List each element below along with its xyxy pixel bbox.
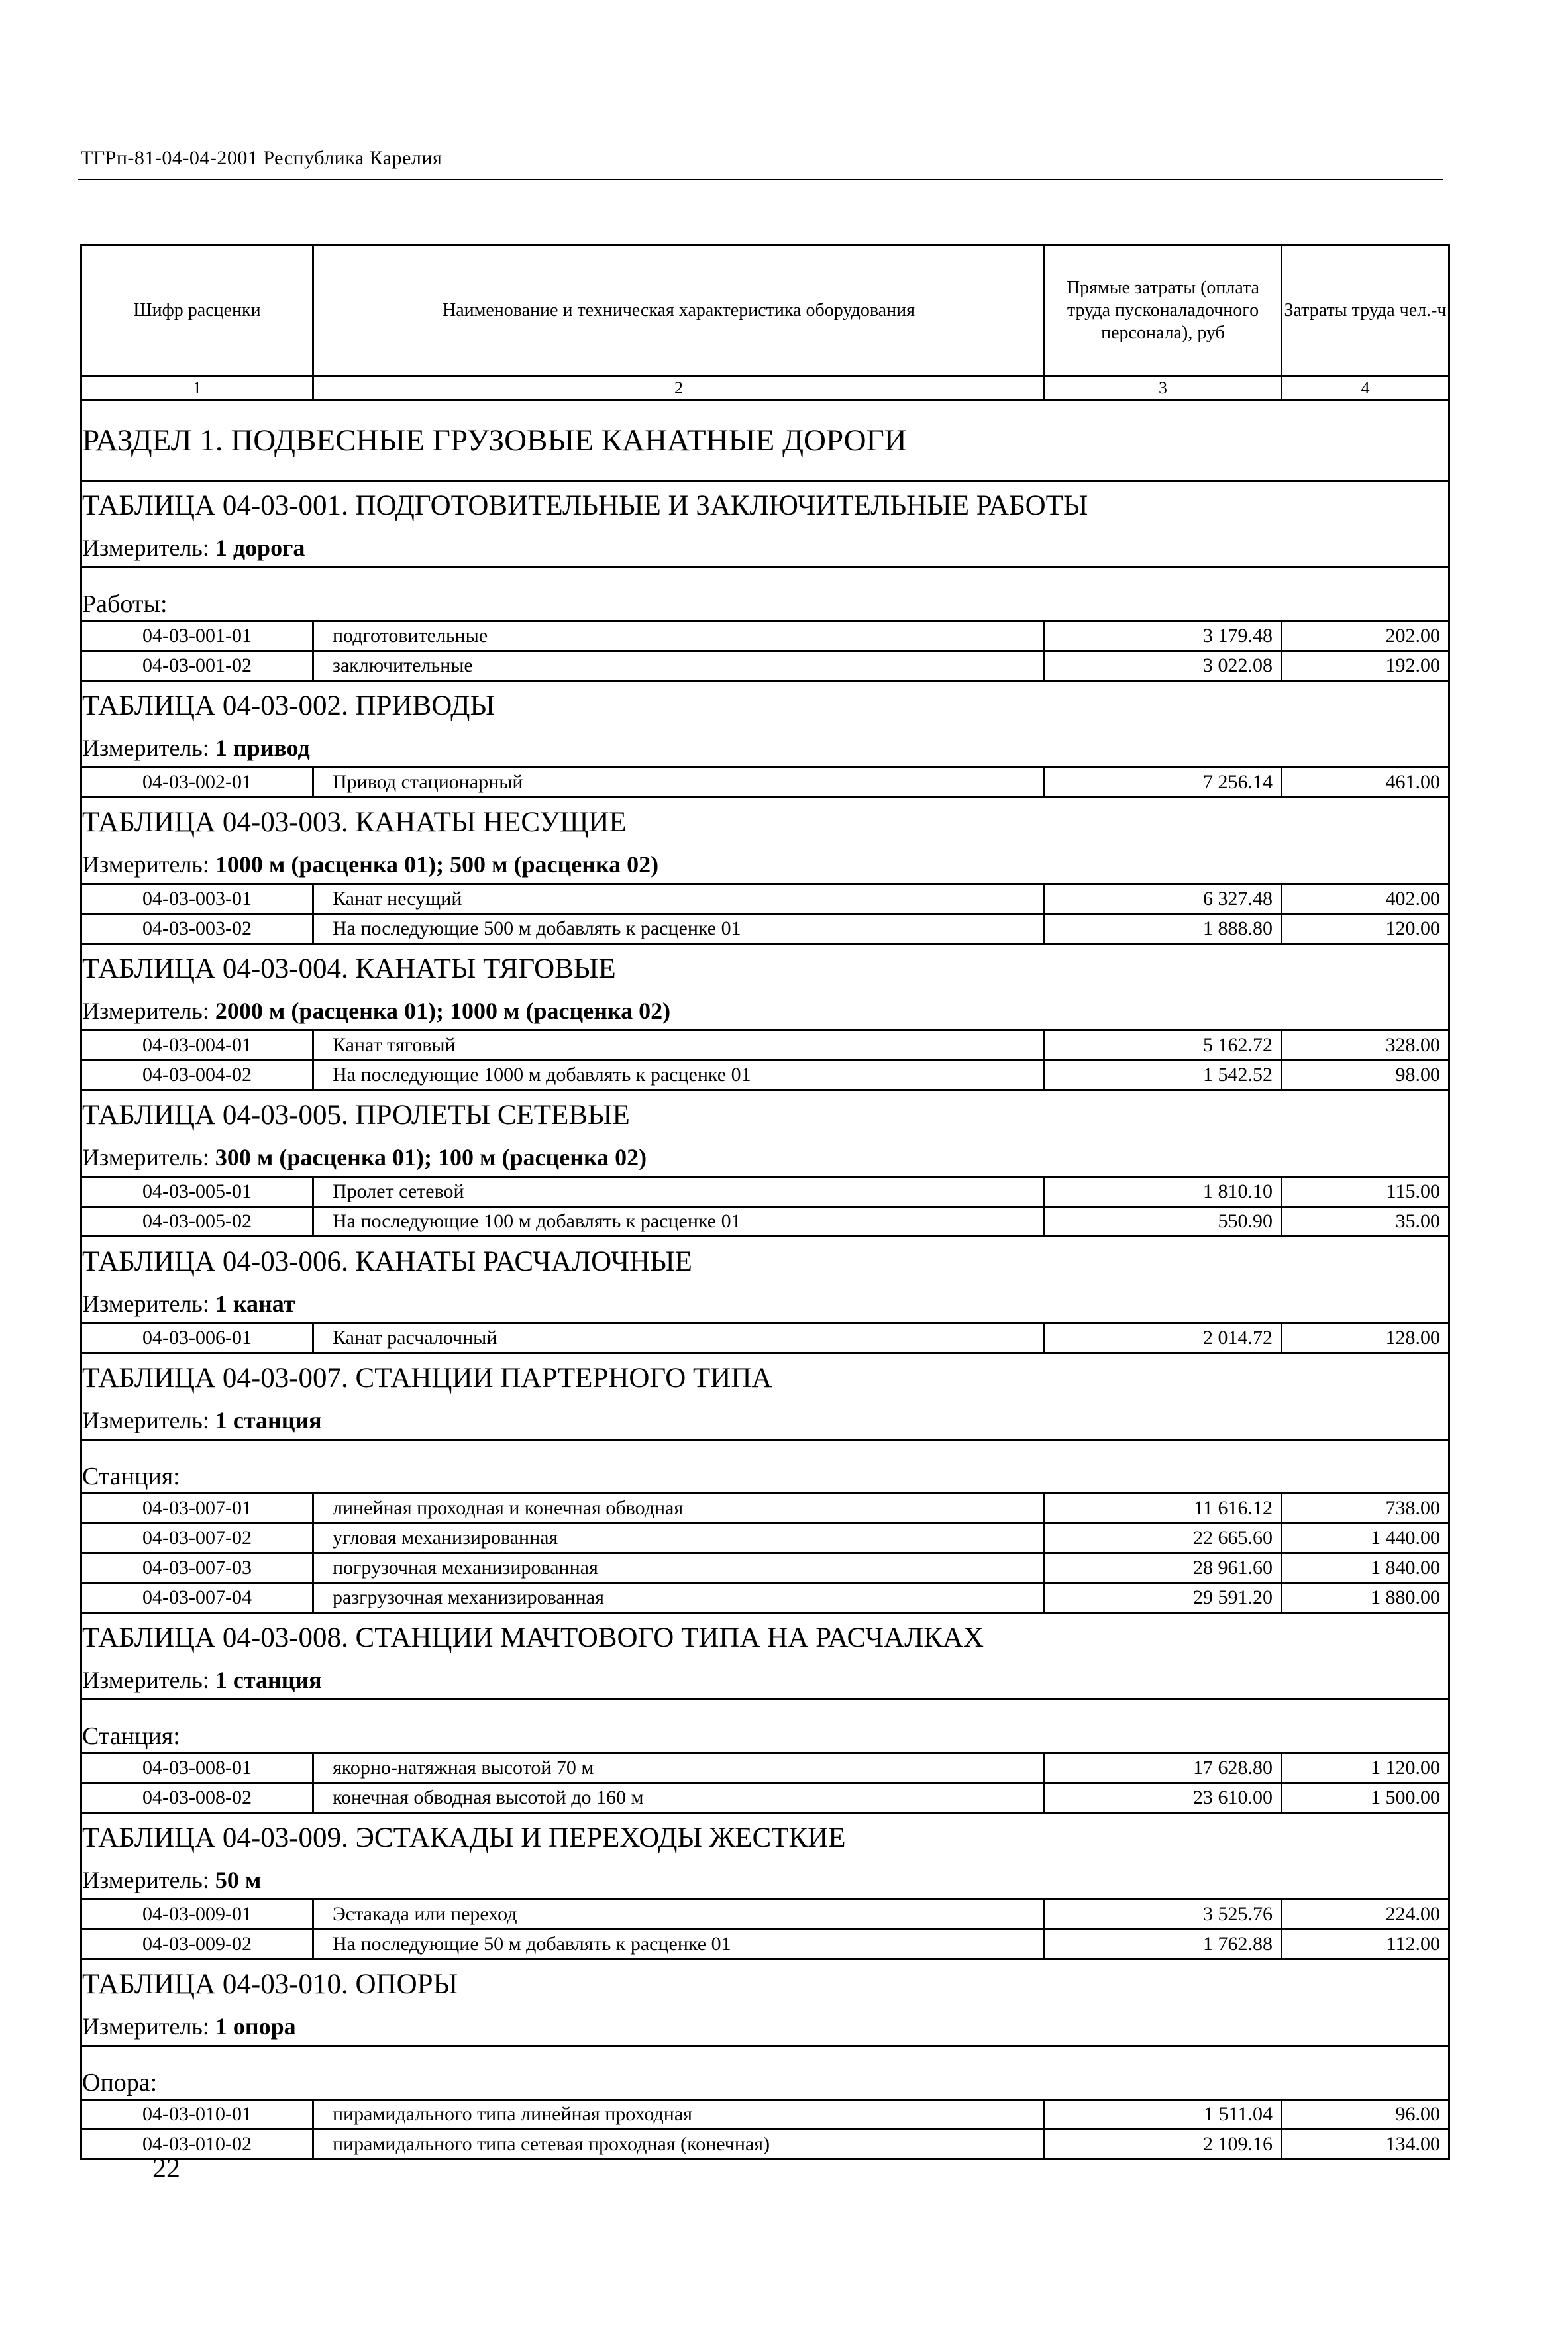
direct-cost: 6 327.48 [1045,884,1282,914]
labor-hours: 1 120.00 [1282,1753,1449,1783]
direct-cost: 1 542.52 [1045,1061,1282,1090]
table-row [81,1583,1449,1613]
spacer-row [81,1440,1449,1461]
spacer-row [81,2046,1449,2067]
labor-hours: 134.00 [1282,2130,1449,2159]
labor-hours: 35.00 [1282,1207,1449,1237]
spacer [81,2046,1449,2067]
table-title-row [81,1237,1449,1286]
direct-cost: 22 665.60 [1045,1524,1282,1553]
running-head: ТГРп-81-04-04-2001 Республика Карелия [81,147,443,169]
measure-value: 1000 м (расценка 01); 500 м (расценка 02) [215,851,659,878]
measure-value: 1 опора [215,2013,296,2040]
direct-cost: 28 961.60 [1045,1553,1282,1583]
labor-hours: 461.00 [1282,768,1449,798]
labor-hours: 96.00 [1282,2100,1449,2130]
col-header-name: Наименование и техническая характеристика оборудования [313,245,1045,376]
table-body [81,401,1449,2159]
measure-row [81,1661,1449,1700]
table-row [81,621,1449,651]
measure-label: Измеритель: [82,1144,209,1170]
item-name: На последующие 1000 м добавлять к расценке 01 [313,1061,1045,1090]
measure-label: Измеритель: [82,535,209,561]
labor-hours: 402.00 [1282,884,1449,914]
item-name: Канат расчалочный [313,1324,1045,1353]
item-name: Привод стационарный [313,768,1045,798]
col-header-code: Шифр расценки [81,245,313,376]
spacer [81,1700,1449,1721]
measure-label: Измеритель: [82,998,209,1024]
item-name: На последующие 500 м добавлять к расценке 01 [313,914,1045,944]
labor-hours: 224.00 [1282,1900,1449,1930]
table-row [81,2100,1449,2130]
col-number: 1 [81,376,313,401]
spacer [81,568,1449,589]
rate-code: 04-03-008-01 [81,1753,313,1783]
rate-code: 04-03-001-02 [81,651,313,681]
section-title: РАЗДЕЛ 1. ПОДВЕСНЫЕ ГРУЗОВЫЕ КАНАТНЫЕ ДОРОГИ [81,401,1449,481]
direct-cost: 2 014.72 [1045,1324,1282,1353]
col-header-labor: Затраты труда чел.-ч [1282,245,1449,376]
spacer [81,1440,1449,1461]
rates-table [80,244,1450,2160]
measure-unit [81,992,1449,1031]
measure-row [81,992,1449,1031]
measure-unit [81,1285,1449,1324]
table-title: ТАБЛИЦА 04-03-006. КАНАТЫ РАСЧАЛОЧНЫЕ [81,1237,1449,1286]
measure-value: 1 станция [215,1667,322,1693]
measure-value: 50 м [215,1867,262,1893]
direct-cost: 1 762.88 [1045,1930,1282,1959]
col-number: 3 [1045,376,1282,401]
table-row [81,884,1449,914]
rate-code: 04-03-010-01 [81,2100,313,2130]
rate-code: 04-03-007-04 [81,1583,313,1613]
rate-code: 04-03-009-01 [81,1900,313,1930]
direct-cost: 29 591.20 [1045,1583,1282,1613]
direct-cost: 11 616.12 [1045,1494,1282,1524]
subheading-row [81,588,1449,621]
table-row [81,1753,1449,1783]
direct-cost: 550.90 [1045,1207,1282,1237]
labor-hours: 328.00 [1282,1031,1449,1061]
measure-label: Измеритель: [82,1290,209,1317]
table-title: ТАБЛИЦА 04-03-010. ОПОРЫ [81,1959,1449,2008]
direct-cost: 3 022.08 [1045,651,1282,681]
item-name: Канат несущий [313,884,1045,914]
direct-cost: 1 511.04 [1045,2100,1282,2130]
measure-row [81,1861,1449,1900]
labor-hours: 1 440.00 [1282,1524,1449,1553]
measure-unit [81,1861,1449,1900]
measure-label: Измеритель: [82,2013,209,2040]
measure-unit [81,1402,1449,1440]
col-number: 4 [1282,376,1449,401]
table-row [81,1324,1449,1353]
measure-row [81,1139,1449,1177]
table-title-row [81,1959,1449,2008]
rate-code: 04-03-007-03 [81,1553,313,1583]
direct-cost: 1 888.80 [1045,914,1282,944]
table-title-row [81,944,1449,993]
measure-value: 1 станция [215,1407,322,1433]
item-name: Пролет сетевой [313,1177,1045,1207]
direct-cost: 17 628.80 [1045,1753,1282,1783]
measure-value: 1 дорога [215,535,305,561]
measure-row [81,2008,1449,2046]
subheading-row [81,2067,1449,2100]
measure-label: Измеритель: [82,1667,209,1693]
item-name: якорно-натяжная высотой 70 м [313,1753,1045,1783]
col-number: 2 [313,376,1045,401]
measure-label: Измеритель: [82,851,209,878]
column-number-row [81,376,1449,401]
table-row [81,1031,1449,1061]
rate-code: 04-03-009-02 [81,1930,313,1959]
item-name: разгрузочная механизированная [313,1583,1045,1613]
page-number: 22 [152,2154,180,2184]
direct-cost: 2 109.16 [1045,2130,1282,2159]
table-title: ТАБЛИЦА 04-03-003. КАНАТЫ НЕСУЩИЕ [81,798,1449,847]
subheading: Станция: [81,1720,1449,1753]
item-name: Эстакада или переход [313,1900,1045,1930]
item-name: Канат тяговый [313,1031,1045,1061]
rate-code: 04-03-006-01 [81,1324,313,1353]
item-name: На последующие 100 м добавлять к расценке 01 [313,1207,1045,1237]
table-title-row [81,1353,1449,1402]
measure-row [81,846,1449,884]
measure-unit [81,1661,1449,1700]
table-row [81,1494,1449,1524]
table-title-row [81,481,1449,530]
measure-value: 2000 м (расценка 01); 1000 м (расценка 02) [215,998,671,1024]
item-name: пирамидального типа линейная проходная [313,2100,1045,2130]
rate-code: 04-03-004-02 [81,1061,313,1090]
measure-value: 300 м (расценка 01); 100 м (расценка 02) [215,1144,647,1170]
measure-value: 1 канат [215,1290,295,1317]
table-row [81,1930,1449,1959]
col-header-cost: Прямые затраты (оплата труда пусконаладочного персонала), руб [1045,245,1282,376]
measure-unit [81,529,1449,568]
measure-unit [81,2008,1449,2046]
measure-row [81,729,1449,768]
table-title-row [81,1090,1449,1139]
measure-label: Измеритель: [82,1867,209,1893]
table-row [81,651,1449,681]
table-row [81,1207,1449,1237]
direct-cost: 3 179.48 [1045,621,1282,651]
labor-hours: 1 840.00 [1282,1553,1449,1583]
rate-code: 04-03-007-02 [81,1524,313,1553]
table-title: ТАБЛИЦА 04-03-001. ПОДГОТОВИТЕЛЬНЫЕ И ЗАКЛЮЧИТЕЛЬНЫЕ РАБОТЫ [81,481,1449,530]
table-title-row [81,1613,1449,1662]
rate-code: 04-03-005-02 [81,1207,313,1237]
table-title: ТАБЛИЦА 04-03-008. СТАНЦИИ МАЧТОВОГО ТИПА НА РАСЧАЛКАХ [81,1613,1449,1662]
table-title-row [81,1813,1449,1862]
subheading: Работы: [81,588,1449,621]
item-name: конечная обводная высотой до 160 м [313,1783,1045,1813]
subheading: Станция: [81,1461,1449,1494]
column-header-row [81,245,1449,376]
rate-code: 04-03-004-01 [81,1031,313,1061]
table-row [81,1900,1449,1930]
spacer-row [81,568,1449,589]
item-name: пирамидального типа сетевая проходная (конечная) [313,2130,1045,2159]
subheading-row [81,1720,1449,1753]
measure-unit [81,846,1449,884]
table-row [81,1177,1449,1207]
direct-cost: 7 256.14 [1045,768,1282,798]
direct-cost: 3 525.76 [1045,1900,1282,1930]
table-row [81,1553,1449,1583]
labor-hours: 112.00 [1282,1930,1449,1959]
table-row [81,1524,1449,1553]
table-title: ТАБЛИЦА 04-03-007. СТАНЦИИ ПАРТЕРНОГО ТИПА [81,1353,1449,1402]
measure-unit [81,729,1449,768]
table-title-row [81,681,1449,730]
table-row [81,2130,1449,2159]
item-name: заключительные [313,651,1045,681]
rate-code: 04-03-007-01 [81,1494,313,1524]
labor-hours: 1 500.00 [1282,1783,1449,1813]
item-name: На последующие 50 м добавлять к расценке 01 [313,1930,1045,1959]
measure-label: Измеритель: [82,1407,209,1433]
table-row [81,768,1449,798]
table-title: ТАБЛИЦА 04-03-005. ПРОЛЕТЫ СЕТЕВЫЕ [81,1090,1449,1139]
rate-code: 04-03-010-02 [81,2130,313,2159]
header-rule [78,179,1443,180]
table-row [81,1783,1449,1813]
subheading-row [81,1461,1449,1494]
labor-hours: 120.00 [1282,914,1449,944]
rate-code: 04-03-003-02 [81,914,313,944]
item-name: подготовительные [313,621,1045,651]
rate-code: 04-03-002-01 [81,768,313,798]
labor-hours: 1 880.00 [1282,1583,1449,1613]
subheading: Опора: [81,2067,1449,2100]
measure-label: Измеритель: [82,735,209,761]
labor-hours: 192.00 [1282,651,1449,681]
spacer-row [81,1700,1449,1721]
labor-hours: 115.00 [1282,1177,1449,1207]
measure-value: 1 привод [215,735,310,761]
measure-row [81,1402,1449,1440]
rate-code: 04-03-001-01 [81,621,313,651]
item-name: угловая механизированная [313,1524,1045,1553]
table-title-row [81,798,1449,847]
labor-hours: 202.00 [1282,621,1449,651]
table-row [81,1061,1449,1090]
direct-cost: 23 610.00 [1045,1783,1282,1813]
rate-code: 04-03-003-01 [81,884,313,914]
item-name: погрузочная механизированная [313,1553,1045,1583]
rate-code: 04-03-005-01 [81,1177,313,1207]
table-title: ТАБЛИЦА 04-03-004. КАНАТЫ ТЯГОВЫЕ [81,944,1449,993]
table-title: ТАБЛИЦА 04-03-009. ЭСТАКАДЫ И ПЕРЕХОДЫ ЖЕСТКИЕ [81,1813,1449,1862]
labor-hours: 738.00 [1282,1494,1449,1524]
measure-row [81,1285,1449,1324]
direct-cost: 5 162.72 [1045,1031,1282,1061]
measure-row [81,529,1449,568]
table-row [81,914,1449,944]
section-row [81,401,1449,481]
item-name: линейная проходная и конечная обводная [313,1494,1045,1524]
labor-hours: 98.00 [1282,1061,1449,1090]
rate-code: 04-03-008-02 [81,1783,313,1813]
table-title: ТАБЛИЦА 04-03-002. ПРИВОДЫ [81,681,1449,730]
direct-cost: 1 810.10 [1045,1177,1282,1207]
measure-unit [81,1139,1449,1177]
labor-hours: 128.00 [1282,1324,1449,1353]
